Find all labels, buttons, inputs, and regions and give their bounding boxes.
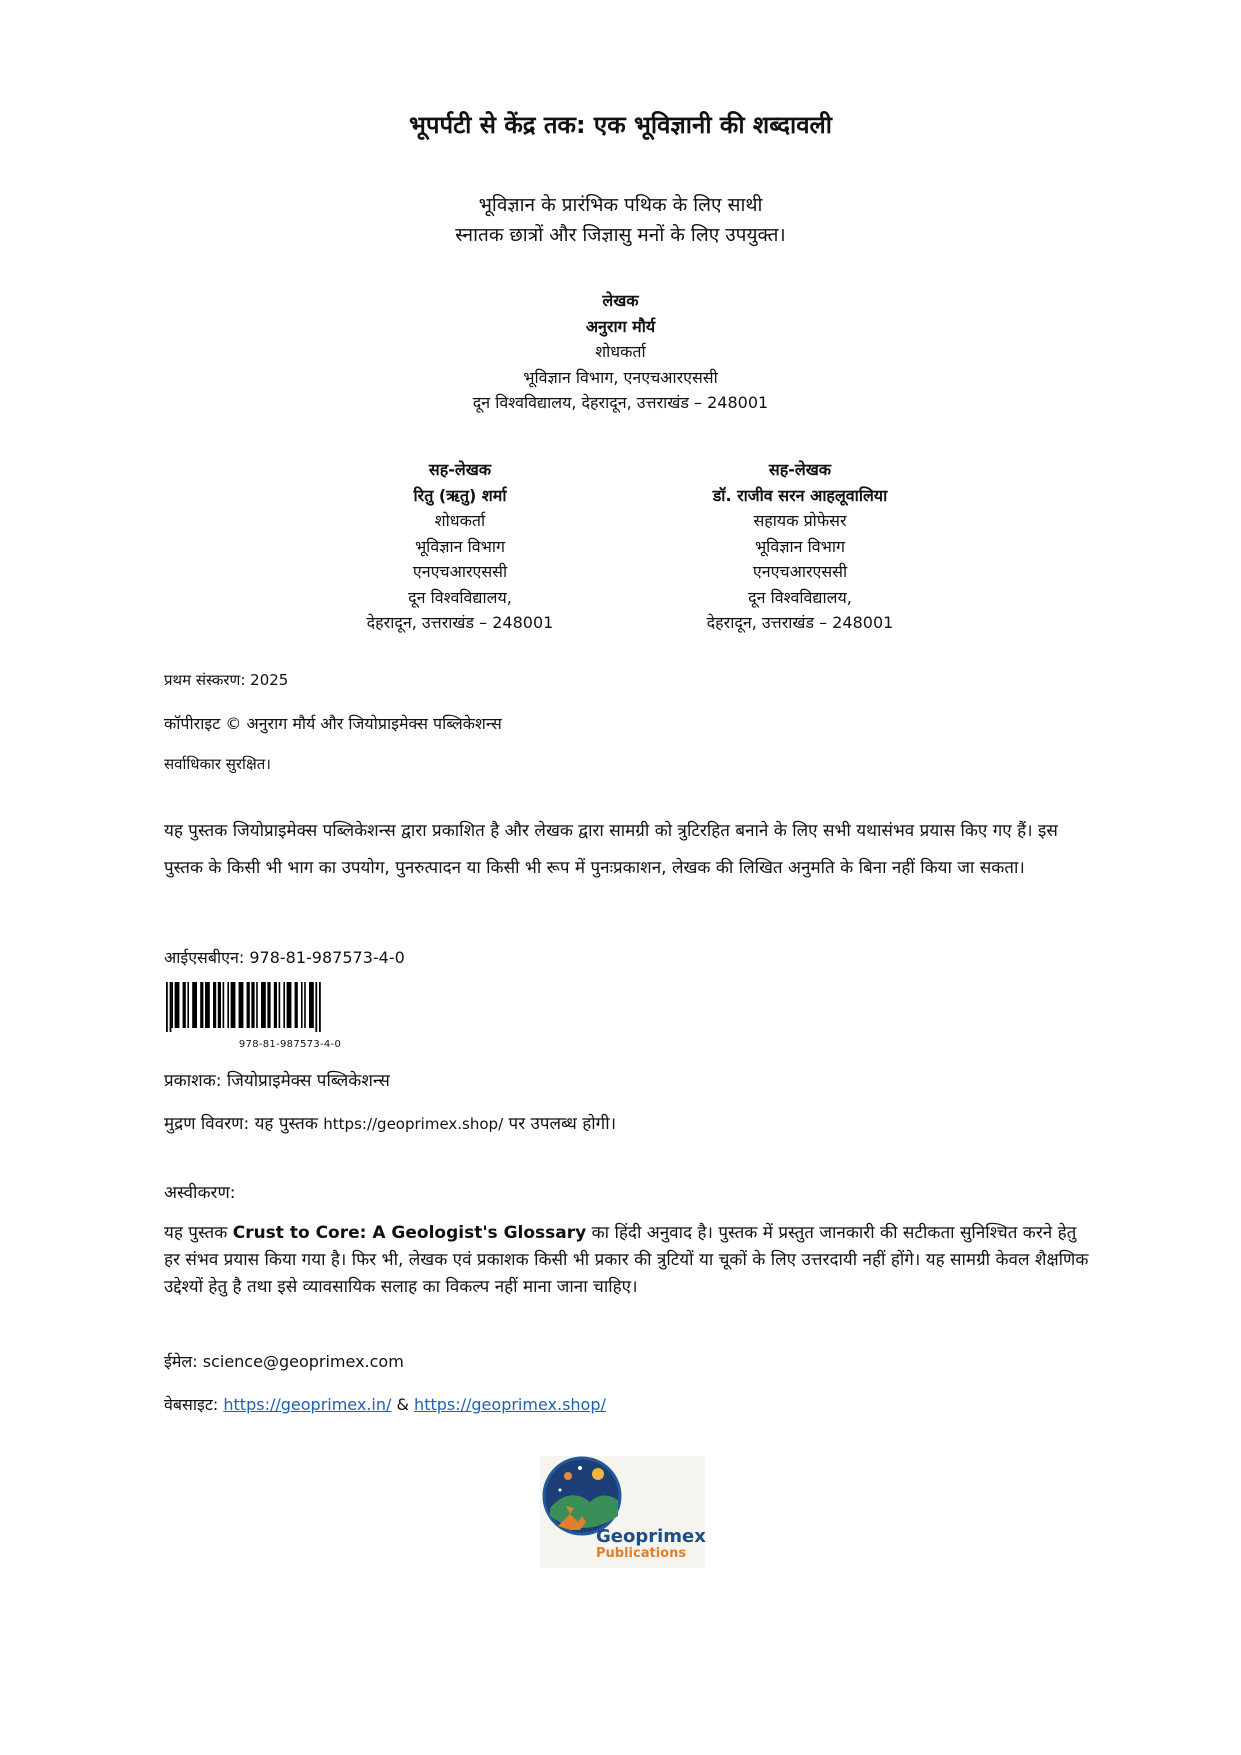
author-block [0, 288, 1241, 416]
print-url: https://geoprimex.shop/ [323, 1115, 504, 1133]
publisher-logo [540, 1456, 705, 1568]
website-separator: & [391, 1395, 415, 1414]
barcode-bar [171, 982, 173, 1028]
barcode-bar [295, 982, 298, 1028]
barcode-bar [200, 982, 203, 1028]
subtitle-line-2: स्नातक छात्रों और जिज्ञासु मनों के लिए उपयुक्त। [455, 224, 786, 246]
book-title: भूपर्पटी से केंद्र तक: एक भूविज्ञानी की शब्दावली [408, 111, 833, 139]
author-dept: भूविज्ञान विभाग, एनएचआरएससी [523, 367, 718, 387]
coauthor-name: डॉ. राजीव सरन आहलूवालिया [712, 485, 888, 505]
barcode-bar [304, 982, 306, 1028]
print-suffix: पर उपलब्ध होगी। [503, 1114, 617, 1134]
website-line [164, 1393, 606, 1415]
coauthor-heading: सह-लेखक [768, 460, 832, 479]
barcode-bar [205, 982, 210, 1028]
barcode-bar [218, 982, 221, 1028]
disclaimer-text [164, 1220, 1092, 1301]
barcode-bar [274, 982, 277, 1028]
coauthor-heading: सह-लेखक [428, 460, 492, 479]
barcode-bar [247, 982, 250, 1028]
barcode-bar [231, 982, 236, 1028]
subtitle [0, 190, 1241, 250]
logo-text-publications: Publications [596, 1546, 687, 1561]
barcode-bar [239, 982, 244, 1028]
coauthor-address: देहरादून, उत्तराखंड – 248001 [366, 613, 554, 632]
author-address: दून विश्वविद्यालय, देहरादून, उत्तराखंड – 248001 [472, 393, 769, 412]
barcode-bar [267, 982, 270, 1028]
barcode-bar [183, 982, 186, 1028]
barcode-bar [256, 982, 258, 1028]
coauthor-org: एनएचआरएससी [412, 562, 508, 581]
coauthor-role: शोधकर्ता [434, 511, 486, 530]
disclaimer-post: का हिंदी अनुवाद है। पुस्तक में प्रस्तुत जानकारी की सटीकता सुनिश्चित करने हेतु हर संभव प्रयास किया गया है। फिर भी, लेखक एवं प्रकाशक किसी भी प्रकार की त्रुटियों या चूकों के लिए उत्तरदायी नहीं होंगे। यह सामग्री केवल शैक्षणिक उद्देश्यों हेतु है तथा इसे व्यावसायिक सलाह का विकल्प नहीं माना जाना चाहिए। [164, 1223, 1089, 1297]
barcode-bar [187, 982, 189, 1028]
logo-text-geoprimex: Geoprimex [596, 1526, 706, 1547]
barcode-number: 978-81-987573-4-0 [238, 1039, 342, 1050]
edition: प्रथम संस्करण: 2025 [164, 671, 289, 689]
barcode-bar [192, 982, 197, 1028]
barcode-bar [175, 982, 180, 1028]
website-label: वेबसाइट: [164, 1395, 224, 1414]
email: ईमेल: science@geoprimex.com [164, 1352, 404, 1371]
coauthor-dept: भूविज्ञान विभाग [754, 536, 846, 556]
disclaimer-book-title: Crust to Core: A Geologist's Glossary [232, 1223, 587, 1243]
author-name: अनुराग मौर्य [585, 316, 656, 336]
publisher: प्रकाशक: जियोप्राइमेक्स पब्लिकेशन्स [164, 1071, 390, 1091]
print-prefix: मुद्रण विवरण: यह पुस्तक [164, 1114, 324, 1134]
print-details [164, 1111, 616, 1134]
barcode-bar [261, 982, 266, 1028]
author-heading: लेखक [602, 291, 639, 310]
copyright: कॉपीराइट © अनुराग मौर्य और जियोप्राइमेक्स पब्लिकेशन्स [164, 714, 502, 733]
coauthor-univ: दून विश्वविद्यालय, [408, 587, 512, 607]
website-link-in[interactable]: https://geoprimex.in/ [223, 1395, 392, 1414]
coauthor-dept: भूविज्ञान विभाग [414, 536, 506, 556]
barcode-bar [283, 982, 285, 1028]
barcode-bar [227, 982, 229, 1028]
barcode-bar [287, 982, 292, 1028]
barcode-bar [251, 982, 254, 1028]
barcode-bar [279, 982, 281, 1028]
barcode-bar [301, 982, 303, 1028]
barcode-bar [309, 982, 314, 1028]
barcode-bar [213, 982, 216, 1028]
isbn-label: आईएसबीएन: 978-81-987573-4-0 [164, 948, 405, 967]
subtitle-line-1: भूविज्ञान के प्रारंभिक पथिक के लिए साथी [478, 194, 763, 216]
coauthor-univ: दून विश्वविद्यालय, [748, 587, 852, 607]
rights-reserved: सर्वाधिकार सुरक्षित। [164, 755, 271, 773]
coauthor-org: एनएचआरएससी [752, 562, 848, 581]
disclaimer-pre: यह पुस्तक [164, 1223, 233, 1243]
coauthor-name: रितु (ऋतु) शर्मा [413, 485, 507, 505]
disclaimer-heading: अस्वीकरण: [164, 1183, 236, 1203]
author-role: शोधकर्ता [595, 342, 646, 361]
publication-notice: यह पुस्तक जियोप्राइमेक्स पब्लिकेशन्स द्वारा प्रकाशित है और लेखक द्वारा सामग्री को त्रुटिरहित बनाने के लिए सभी यथासंभव प्रयास किए गए हैं। इस पुस्तक के किसी भी भाग का उपयोग, पुनरुत्पादन या किसी भी रूप में पुनःप्रकाशन, लेखक की लिखित अनुमति के बिना नहीं किया जा सकता। [164, 821, 1058, 878]
coauthor-2-block [600, 457, 1000, 636]
barcode-bars [164, 982, 416, 1032]
barcode-bar [223, 982, 225, 1028]
isbn-barcode [164, 982, 416, 1050]
website-link-shop[interactable]: https://geoprimex.shop/ [414, 1395, 606, 1414]
coauthor-address: देहरादून, उत्तराखंड – 248001 [706, 613, 894, 632]
coauthor-role: सहायक प्रोफेसर [753, 511, 847, 530]
